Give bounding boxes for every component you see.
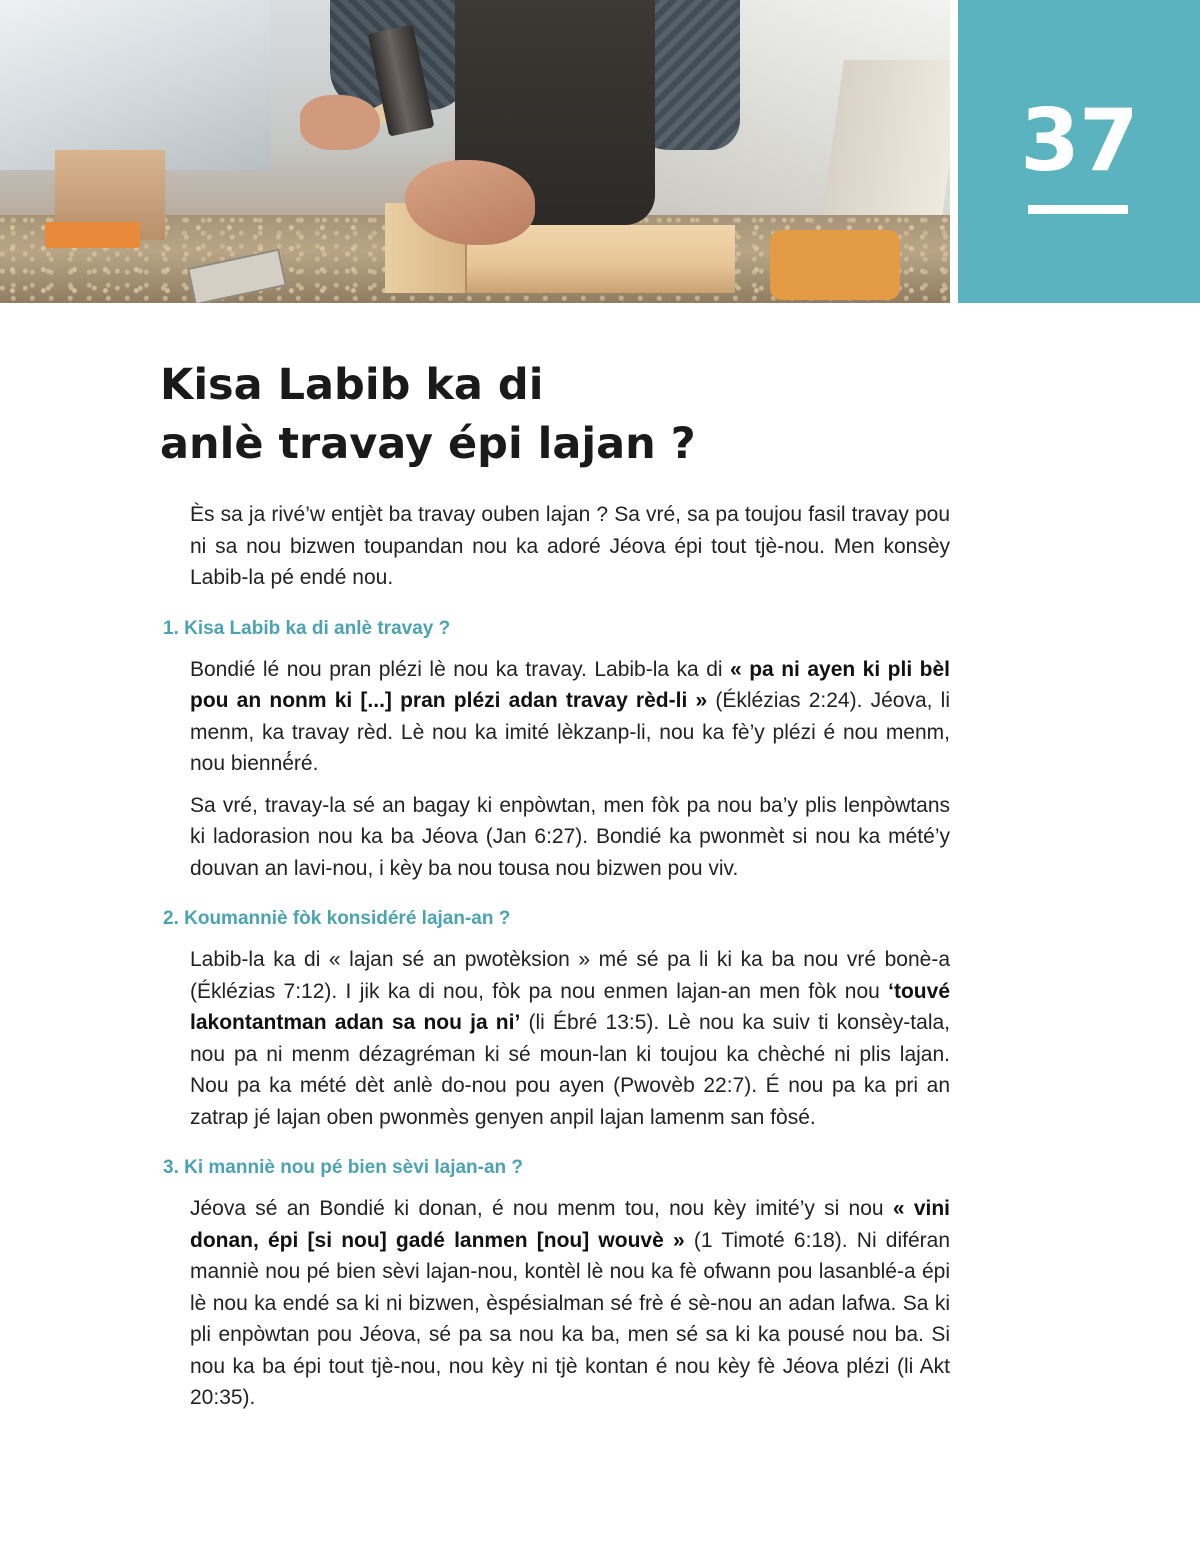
section-1-paragraph-2: Sa vré, travay-la sé an bagay ki enpòwtan, men fòk pa nou ba’y plis lenpòwtans ki ladorasion nou ka ba Jéova (Jan 6:27). Bondié ka pwonmèt si nou ka mété’y douvan an lavi-nou, i kèy ba nou tousa nou bizwen pou viv. [190,793,950,880]
page-title-line-2: anlè travay épi lajan ? [160,419,696,469]
section-1-scripture-quote: « pa ni ayen ki pli bèl pou an nonm ki [...] pran plézi adan travay rèd-li » [190,657,950,712]
photo-background-window [0,0,270,170]
page-title-line-1: Kisa Labib ka di [160,360,544,410]
intro-paragraph: Ès sa ja rivé’w entjèt ba travay ouben lajan ? Sa vré, sa pa toujou fasil travay pou ni sa nou bizwen toupandan nou ka adoré Jéova épi tout tjè-nou. Men konsèy Labib-la pé endé nou. [190,503,950,589]
chapter-number: 37 [1020,91,1138,191]
section-2-question: 2. Koumanniè fòk konsidéré lajan-an ? [163,908,511,929]
section-2-paragraph-1 [190,944,950,1133]
section-3-text-a: Jéova sé an Bondié ki donan, é nou menm tou, nou kèy imité’y si nou [190,1197,893,1220]
section-3-scripture-quote: « vini donan, épi [si nou] gadé lanmen [nou] wouvè » [190,1197,950,1252]
section-2-text-a: Labib-la ka di « lajan sé an pwotèksion » mé sé pa li ki ka ba nou vré bonè-a (Éklézias 7:12). I jik ka di nou, fòk pa nou enmen lajan-an men fòk nou [190,948,950,1003]
photo-hand-holding-hammer [300,95,380,150]
chapter-tab [958,0,1200,303]
section-2-text-b: (li Ébré 13:5). Lè nou ka suiv ti konsèy-tala, nou pa ni menm dézagréman ki sé moun-lan ki toujou ka chèché ni plis lajan. Nou pa ka mété dèt anlè do-nou pou ayen (Pwovèb 22:7). É nou pa ka pri an zatrap jé lajan oben pwonmès genyen anpil lajan lamenm san fòsé. [190,1011,950,1129]
section-3-paragraph-1 [190,1193,950,1414]
section-3-question: 3. Ki manniè nou pé bien sèvi lajan-an ? [163,1157,524,1178]
section-1-text-b: (Éklézias 2:24). Jéova, li menm, ka travay rèd. Lè nou ka imité lèkzanp-li, nou ka fè’y plézi é nou menm, nou bienné́ré. [190,689,951,775]
photo-orange-tool [45,222,140,248]
section-1-paragraph-1 [190,654,950,780]
section-1-question: 1. Kisa Labib ka di anlè travay ? [163,617,451,639]
page-title [160,356,920,474]
article-body [163,499,951,1424]
section-1-text-a: Bondié lé nou pran plézi lè nou ka travay. Labib-la ka di [190,657,731,681]
section-3-text-b: (1 Timoté 6:18). Ni diféran manniè nou pé bien sèvi lajan-nou, kontèl lè nou ka fè ofwann pou lasanblé-a épi lè nou ka endé sa ki ni bizwen, èspésialman sé frè é sè-nou an adan lafwa. Sa ki pli enpòwtan pou Jéova, sé pa sa nou ka ba, men sé sa ki ka pousé nou ba. Si nou ka ba épi tout tjè-nou, nou kèy ni tjè kontan é nou kèy fè Jéova plézi (li Akt 20:35). [190,1228,951,1409]
section-2-scripture-quote: ‘touvé lakontantman adan sa nou ja ni’ [190,979,950,1034]
photo-orange-bowl [770,230,900,300]
header-photo [0,0,950,303]
chapter-underline [1028,205,1128,214]
